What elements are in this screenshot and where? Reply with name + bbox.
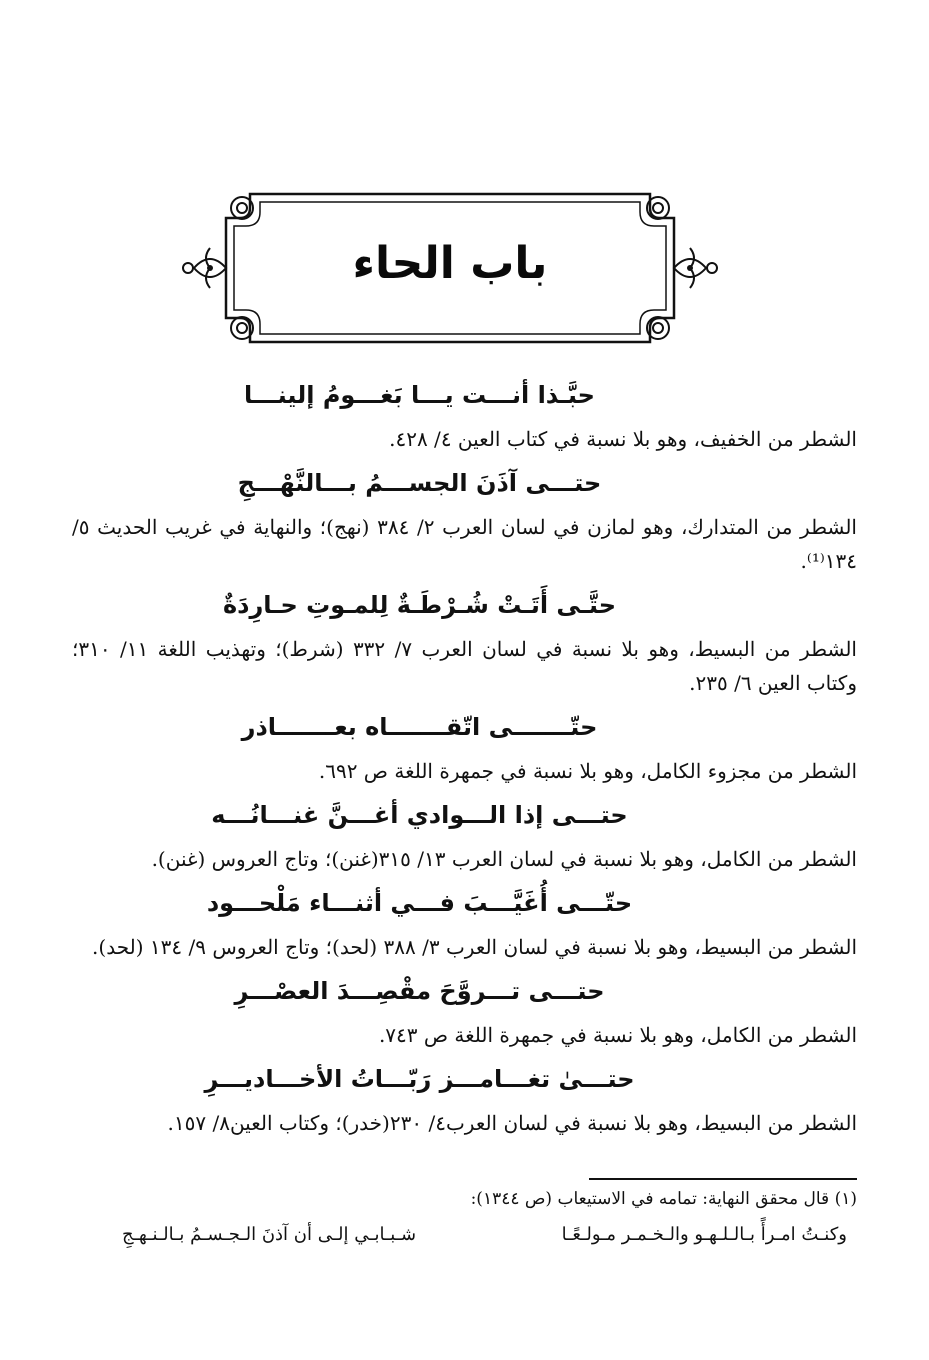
entry: [72, 1062, 857, 1140]
verse-line: حتـــىٰ تغـــامـــز رَبّـــاتُ الأخـــاديـــرِ: [204, 1065, 635, 1093]
entry: [72, 798, 857, 876]
footnote: [72, 1186, 857, 1248]
verse-note: الشطر من البسيط، وهو بلا نسبة في لسان العرب ٣/ ٣٨٨ (لحد)؛ وتاج العروس ٩/ ١٣٤ (لحد).: [92, 935, 857, 959]
verse-note: الشطر من البسيط، وهو بلا نسبة في لسان العرب ٧/ ٣٣٢ (شرط)؛ وتهذيب اللغة ١١/ ٣١٠؛ وكتاب العين ٦/ ٢٣٥.: [72, 637, 857, 695]
entries-list: [72, 378, 857, 1150]
entry: [72, 378, 857, 456]
entry: [72, 588, 857, 700]
verse-note: الشطر من الكامل، وهو بلا نسبة في جمهرة اللغة ص ٧٤٣.: [378, 1023, 857, 1047]
verse-line: حتَّـى أَتَـتْ شُـرْطَـةٌ لِلمـوتِ حـارِدَةٌ: [222, 591, 617, 619]
verse-line: حتـــى تـــروَّحَ مقْصِـــدَ العصْـــرِ: [234, 977, 605, 1005]
verse-note: الشطر من مجزوء الكامل، وهو بلا نسبة في جمهرة اللغة ص ٦٩٢.: [318, 759, 857, 783]
verse-note: الشطر من الخفيف، وهو بلا نسبة في كتاب العين ٤/ ٤٢٨.: [389, 427, 857, 451]
verse-line: حبَّـذا أنـــت يـــا بَغـــومُ إلينـــا: [244, 381, 595, 409]
entry: [72, 710, 857, 788]
verse-line: حتّـــى أُغَيَّـــبَ فـــي أثنـــاء مَلْحـــود: [206, 889, 633, 917]
verse-line: حتـــى آذَنَ الجســـمُ بـــالنَّهْـــجِ: [237, 469, 602, 497]
entry: [72, 886, 857, 964]
verse-note: الشطر من الكامل، وهو بلا نسبة في لسان العرب ١٣/ ٣١٥(غنن)؛ وتاج العروس (غنن).: [151, 847, 857, 871]
footnote-divider: [589, 1178, 857, 1180]
verse-line: حتّـــــــى اتّقـــــــاه بعـــــــاذر: [241, 713, 598, 741]
footnote-text: (١) قال محقق النهاية: تمامه في الاستيعاب (ص ١٣٤٤):: [470, 1189, 857, 1209]
chapter-title: باب الحاء: [352, 238, 548, 289]
verse-note: الشطر من البسيط، وهو بلا نسبة في لسان العرب٤/ ٢٣٠(خدر)؛ وكتاب العين٨/ ١٥٧.: [167, 1111, 857, 1135]
footnote-verse-second-hemistich: شـبـابـي إلـى أن آذنَ الـجـسـمُ بـالـنـهـجِ: [122, 1224, 417, 1245]
footnote-verse: [72, 1222, 857, 1248]
entry: [72, 974, 857, 1052]
entry: [72, 466, 857, 578]
chapter-header: [180, 188, 720, 348]
footnote-verse-first-hemistich: وكنـتُ امـرأً بـالـلـهـو والـخـمـر مـولـعًـا: [561, 1224, 847, 1245]
verse-line: حتـــى إذا الـــوادي أغـــنَّ غنـــانُـــه: [211, 801, 628, 829]
verse-note: الشطر من المتدارك، وهو لمازن في لسان العرب ٢/ ٣٨٤ (نهج)؛ والنهاية في غريب الحديث ٥/ ١٣٤⁽¹⁾.: [72, 515, 857, 573]
